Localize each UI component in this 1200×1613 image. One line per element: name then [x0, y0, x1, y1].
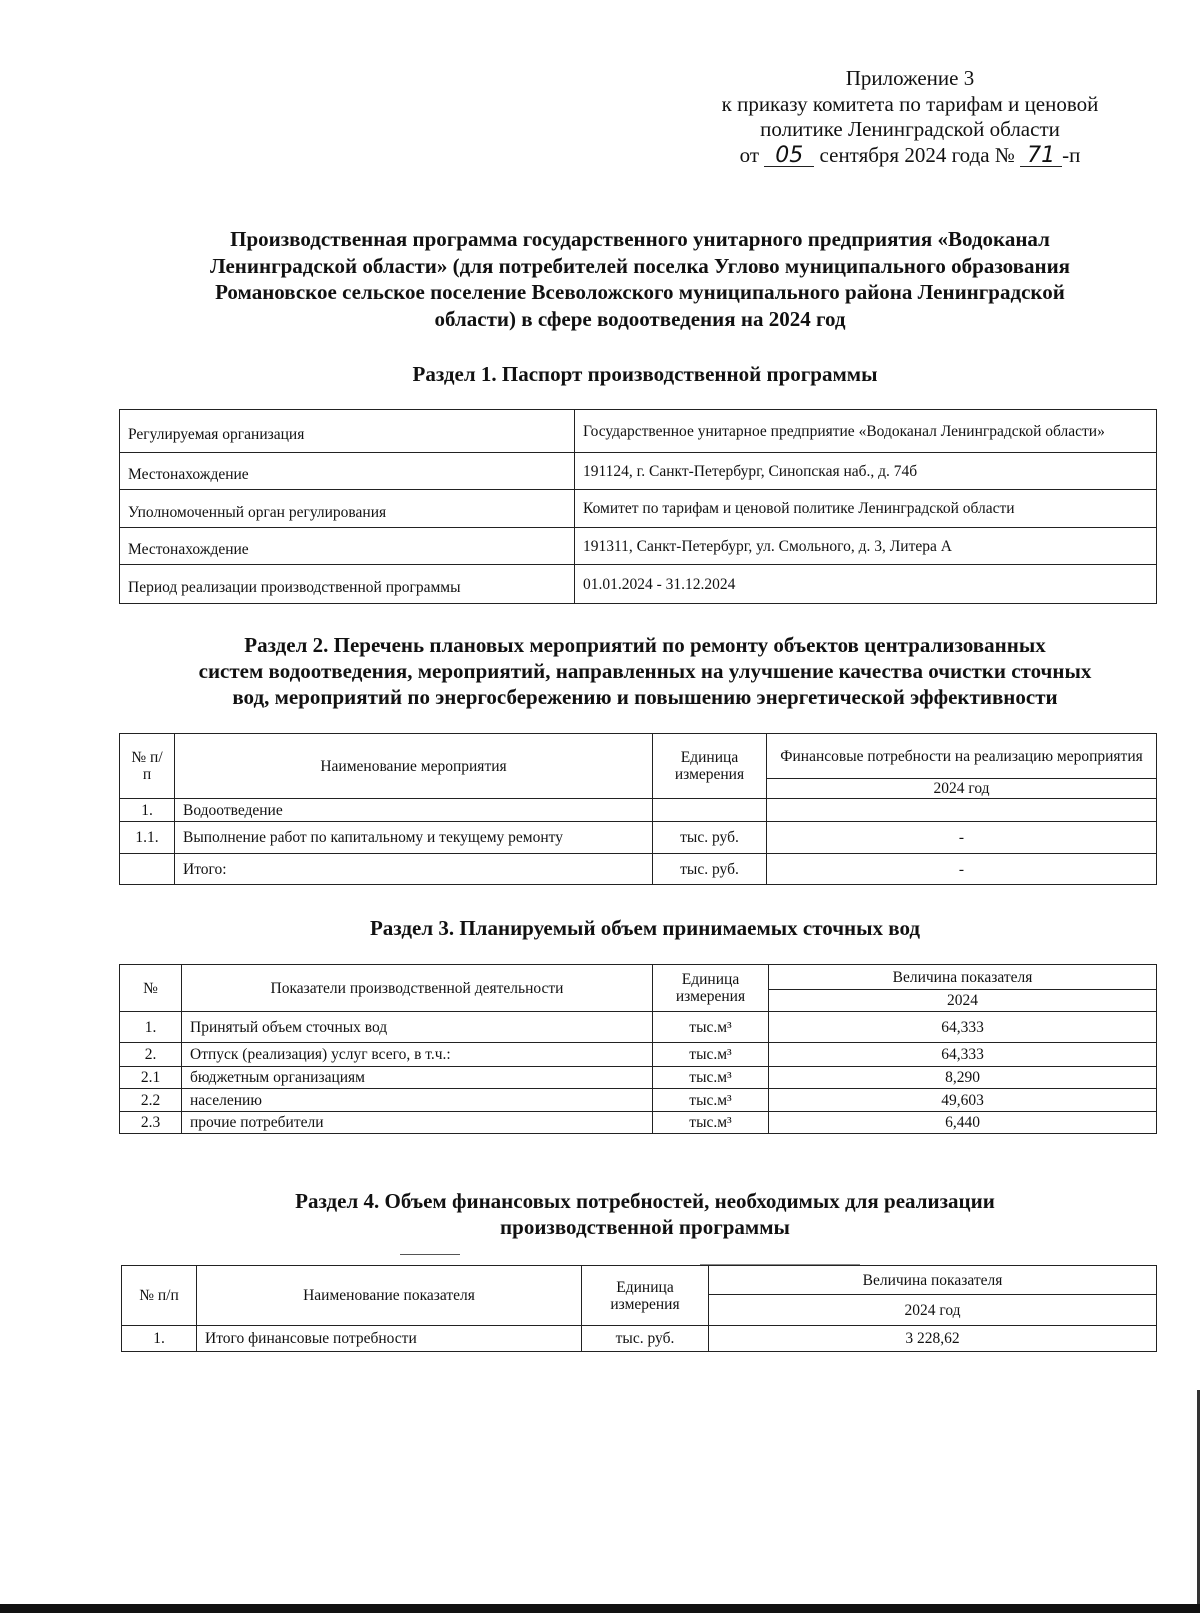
row-value: 6,440 [769, 1112, 1157, 1134]
table-row [120, 1012, 1157, 1043]
row-num: 1. [120, 1012, 182, 1043]
row-num: 2. [120, 1043, 182, 1067]
passport-label: Регулируемая организация [120, 410, 575, 453]
row-num: 1. [122, 1326, 197, 1352]
table-row [122, 1326, 1157, 1352]
appendix-from: от [739, 142, 760, 167]
section-2-title-line-3: вод, мероприятий по энергосбережению и повышению энергетической эффективности [232, 685, 1058, 709]
table-row [120, 490, 1157, 528]
row-unit: тыс. руб. [653, 822, 767, 854]
header-finance: Финансовые потребности на реализацию мероприятия [767, 734, 1157, 779]
table-row [120, 1067, 1157, 1089]
document-title-line-4: области) в сфере водоотведения на 2024 год [434, 306, 846, 331]
section-4-title-line-1: Раздел 4. Объем финансовых потребностей, необходимых для реализации [295, 1189, 995, 1213]
passport-label: Местонахождение [120, 528, 575, 565]
table-header-row [120, 965, 1157, 990]
row-value: 64,333 [769, 1043, 1157, 1067]
appendix-date-line [640, 143, 1180, 169]
table-row [120, 528, 1157, 565]
row-unit: тыс.м³ [653, 1012, 769, 1043]
row-name: Итого финансовые потребности [197, 1326, 582, 1352]
row-value: 8,290 [769, 1067, 1157, 1089]
section-2-title [110, 632, 1180, 710]
row-unit: тыс.м³ [653, 1043, 769, 1067]
row-unit [653, 799, 767, 822]
table-row [120, 410, 1157, 453]
header-unit: Единица измерения [582, 1266, 709, 1326]
row-unit: тыс.м³ [653, 1089, 769, 1112]
row-name: населению [182, 1089, 653, 1112]
row-num: 2.1 [120, 1067, 182, 1089]
row-num: 1. [120, 799, 175, 822]
header-year: 2024 [769, 990, 1157, 1012]
table-row [120, 565, 1157, 604]
appendix-header [640, 66, 1180, 168]
passport-label: Период реализации производственной программы [120, 565, 575, 604]
section-2-title-line-1: Раздел 2. Перечень плановых мероприятий по ремонту объектов централизованных [244, 633, 1046, 657]
header-value: Величина показателя [709, 1266, 1157, 1295]
row-unit: тыс.м³ [653, 1067, 769, 1089]
appendix-line-3: политике Ленинградской области [760, 117, 1060, 141]
passport-label: Уполномоченный орган регулирования [120, 490, 575, 528]
row-num: 2.3 [120, 1112, 182, 1134]
appendix-line-2: к приказу комитета по тарифам и ценовой [721, 91, 1099, 116]
table-row [120, 822, 1157, 854]
document-title-line-1: Производственная программа государственного унитарного предприятия «Водоканал [230, 227, 1050, 251]
passport-value: 01.01.2024 - 31.12.2024 [575, 565, 1157, 604]
document-title [120, 226, 1160, 332]
table-row [120, 799, 1157, 822]
section-2-measures-table [119, 733, 1157, 885]
scan-mark [400, 1254, 460, 1255]
header-num: № п/п [122, 1266, 197, 1326]
document-title-line-2: Ленинградской области» (для потребителей поселка Углово муниципального образования [209, 253, 1071, 278]
table-header-row [120, 734, 1157, 779]
header-year: 2024 год [709, 1295, 1157, 1326]
header-num: № п/п [120, 734, 175, 799]
header-name: Наименование мероприятия [175, 734, 653, 799]
row-name: Выполнение работ по капитальному и текущему ремонту [175, 822, 653, 854]
row-name: Отпуск (реализация) услуг всего, в т.ч.: [182, 1043, 653, 1067]
section-3-title: Раздел 3. Планируемый объем принимаемых сточных вод [369, 916, 921, 940]
row-name: прочие потребители [182, 1112, 653, 1134]
row-name: Принятый объем сточных вод [182, 1012, 653, 1043]
row-unit: тыс. руб. [653, 854, 767, 885]
header-name: Показатели производственной деятельности [182, 965, 653, 1012]
appendix-line-1: Приложение 3 [845, 66, 975, 90]
header-unit: Единица измерения [653, 965, 769, 1012]
passport-label: Местонахождение [120, 453, 575, 490]
row-unit: тыс.м³ [653, 1112, 769, 1134]
passport-value: 191311, Санкт-Петербург, ул. Смольного, д. 3, Литера А [575, 528, 1157, 565]
row-unit: тыс. руб. [582, 1326, 709, 1352]
header-unit: Единица измерения [653, 734, 767, 799]
header-year: 2024 год [767, 779, 1157, 799]
passport-value: Комитет по тарифам и ценовой политике Ленинградской области [575, 490, 1157, 528]
header-name: Наименование показателя [197, 1266, 582, 1326]
row-name: Итого: [175, 854, 653, 885]
header-value: Величина показателя [769, 965, 1157, 990]
row-num: 1.1. [120, 822, 175, 854]
appendix-month-year: сентября 2024 года № [819, 142, 1015, 167]
section-4-title [110, 1188, 1180, 1240]
passport-value: Государственное унитарное предприятие «Водоканал Ленинградской области» [575, 410, 1157, 453]
appendix-number-handwritten: 71 [1020, 146, 1062, 167]
section-2-title-line-2: систем водоотведения, мероприятий, направленных на улучшение качества очистки сточных [198, 659, 1092, 683]
appendix-suffix: -п [1062, 142, 1081, 167]
table-row [120, 453, 1157, 490]
section-3-volume-table [119, 964, 1157, 1134]
row-num: 2.2 [120, 1089, 182, 1112]
row-value: 49,603 [769, 1089, 1157, 1112]
row-value: 64,333 [769, 1012, 1157, 1043]
passport-value: 191124, г. Санкт-Петербург, Синопская наб., д. 74б [575, 453, 1157, 490]
table-row [120, 1089, 1157, 1112]
section-4-title-line-2: производственной программы [500, 1215, 790, 1239]
row-value: 3 228,62 [709, 1326, 1157, 1352]
appendix-day-handwritten: 05 [764, 146, 814, 167]
scan-bottom-edge [0, 1604, 1200, 1613]
table-header-row [122, 1266, 1157, 1295]
section-4-finance-table [121, 1265, 1157, 1352]
row-name: Водоотведение [175, 799, 653, 822]
row-value: - [767, 822, 1157, 854]
row-value: - [767, 854, 1157, 885]
table-row [120, 1043, 1157, 1067]
header-num: № [120, 965, 182, 1012]
row-value [767, 799, 1157, 822]
section-1-passport-table [119, 409, 1157, 604]
table-row [120, 1112, 1157, 1134]
table-row [120, 854, 1157, 885]
row-name: бюджетным организациям [182, 1067, 653, 1089]
document-title-line-3: Романовское сельское поселение Всеволожского муниципального района Ленинградской [215, 280, 1065, 304]
section-1-title: Раздел 1. Паспорт производственной программы [412, 362, 878, 386]
row-num [120, 854, 175, 885]
